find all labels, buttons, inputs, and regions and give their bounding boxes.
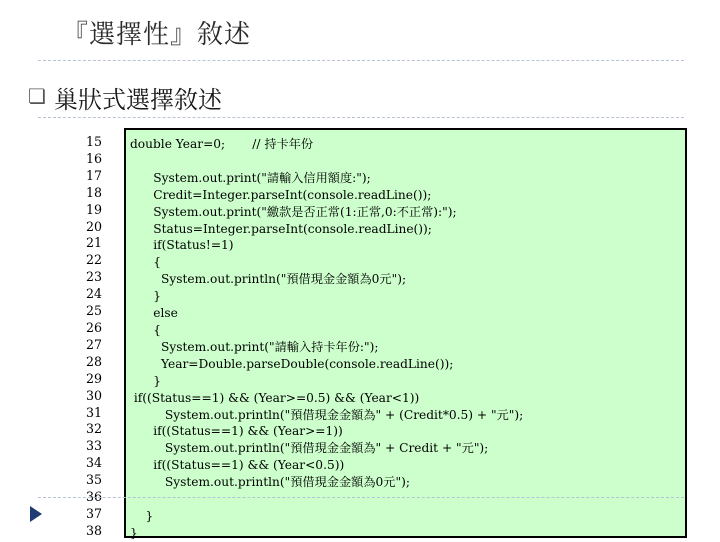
code-line: { xyxy=(130,255,161,270)
code-line: if((Status==1) && (Year>=0.5) && (Year<1)) xyxy=(130,390,420,405)
line-number: 18 xyxy=(86,184,103,200)
code-line: System.out.println("預借現金金額為" + (Credit*0.5) + "元"); xyxy=(130,407,524,422)
code-line: else xyxy=(130,306,178,321)
line-number: 17 xyxy=(86,167,103,183)
code-line: { xyxy=(130,322,161,337)
line-number: 22 xyxy=(86,252,103,268)
line-number: 19 xyxy=(86,201,103,217)
code-text xyxy=(130,136,523,542)
code-line: } xyxy=(130,508,154,523)
code-line xyxy=(130,153,523,170)
code-line: } xyxy=(130,525,138,540)
line-number: 21 xyxy=(86,235,103,251)
line-number-gutter xyxy=(86,134,116,540)
line-number: 23 xyxy=(86,269,103,285)
slide-title: 『選擇性』敘述 xyxy=(62,20,252,50)
code-line: if((Status==1) && (Year>=1)) xyxy=(130,424,343,439)
line-number: 26 xyxy=(86,319,103,335)
code-line: System.out.println("預借現金金額為0元"); xyxy=(130,475,410,490)
line-number: 37 xyxy=(86,505,103,521)
code-line: if(Status!=1) xyxy=(130,238,234,253)
line-number: 33 xyxy=(86,438,103,454)
line-number: 34 xyxy=(86,455,103,471)
code-line: Status=Integer.parseInt(console.readLine()); xyxy=(130,221,432,236)
code-line: double Year=0; // 持卡年份 xyxy=(130,137,314,151)
code-box xyxy=(124,128,687,538)
footer-divider xyxy=(38,497,684,498)
line-number: 36 xyxy=(86,489,103,505)
code-line: Credit=Integer.parseInt(console.readLine()); xyxy=(130,187,432,202)
subtitle-divider xyxy=(38,117,684,118)
next-arrow-icon[interactable] xyxy=(30,506,42,522)
code-line: Year=Double.parseDouble(console.readLine()); xyxy=(130,356,454,371)
code-line: System.out.print("請輸入信用額度:"); xyxy=(130,170,371,185)
line-number: 31 xyxy=(86,404,103,420)
line-number: 35 xyxy=(86,472,103,488)
line-number: 28 xyxy=(86,353,103,369)
code-line: System.out.println("預借現金金額為0元"); xyxy=(130,272,407,287)
code-line: System.out.print("請輸入持卡年份:"); xyxy=(130,339,379,354)
line-number: 29 xyxy=(86,370,103,386)
line-number: 25 xyxy=(86,303,103,319)
code-line: System.out.print("繳款是否正常(1:正常,0:不正常):"); xyxy=(130,204,457,219)
slide-subtitle: 巢狀式選擇敘述 xyxy=(54,86,222,114)
line-number: 38 xyxy=(86,522,103,538)
bullet-icon: ❏ xyxy=(28,84,46,108)
line-number: 30 xyxy=(86,387,103,403)
line-number: 20 xyxy=(86,218,103,234)
code-line: System.out.println("預借現金金額為" + Credit + "元"); xyxy=(130,441,489,456)
line-number: 16 xyxy=(86,150,103,166)
code-line: } xyxy=(130,373,161,388)
line-number: 24 xyxy=(86,286,103,302)
code-listing xyxy=(86,128,689,538)
code-line xyxy=(130,491,523,508)
title-divider xyxy=(38,60,684,61)
line-number: 32 xyxy=(86,421,103,437)
line-number: 15 xyxy=(86,134,103,149)
line-number: 27 xyxy=(86,336,103,352)
code-line: if((Status==1) && (Year<0.5)) xyxy=(130,458,345,473)
code-line: } xyxy=(130,289,161,304)
